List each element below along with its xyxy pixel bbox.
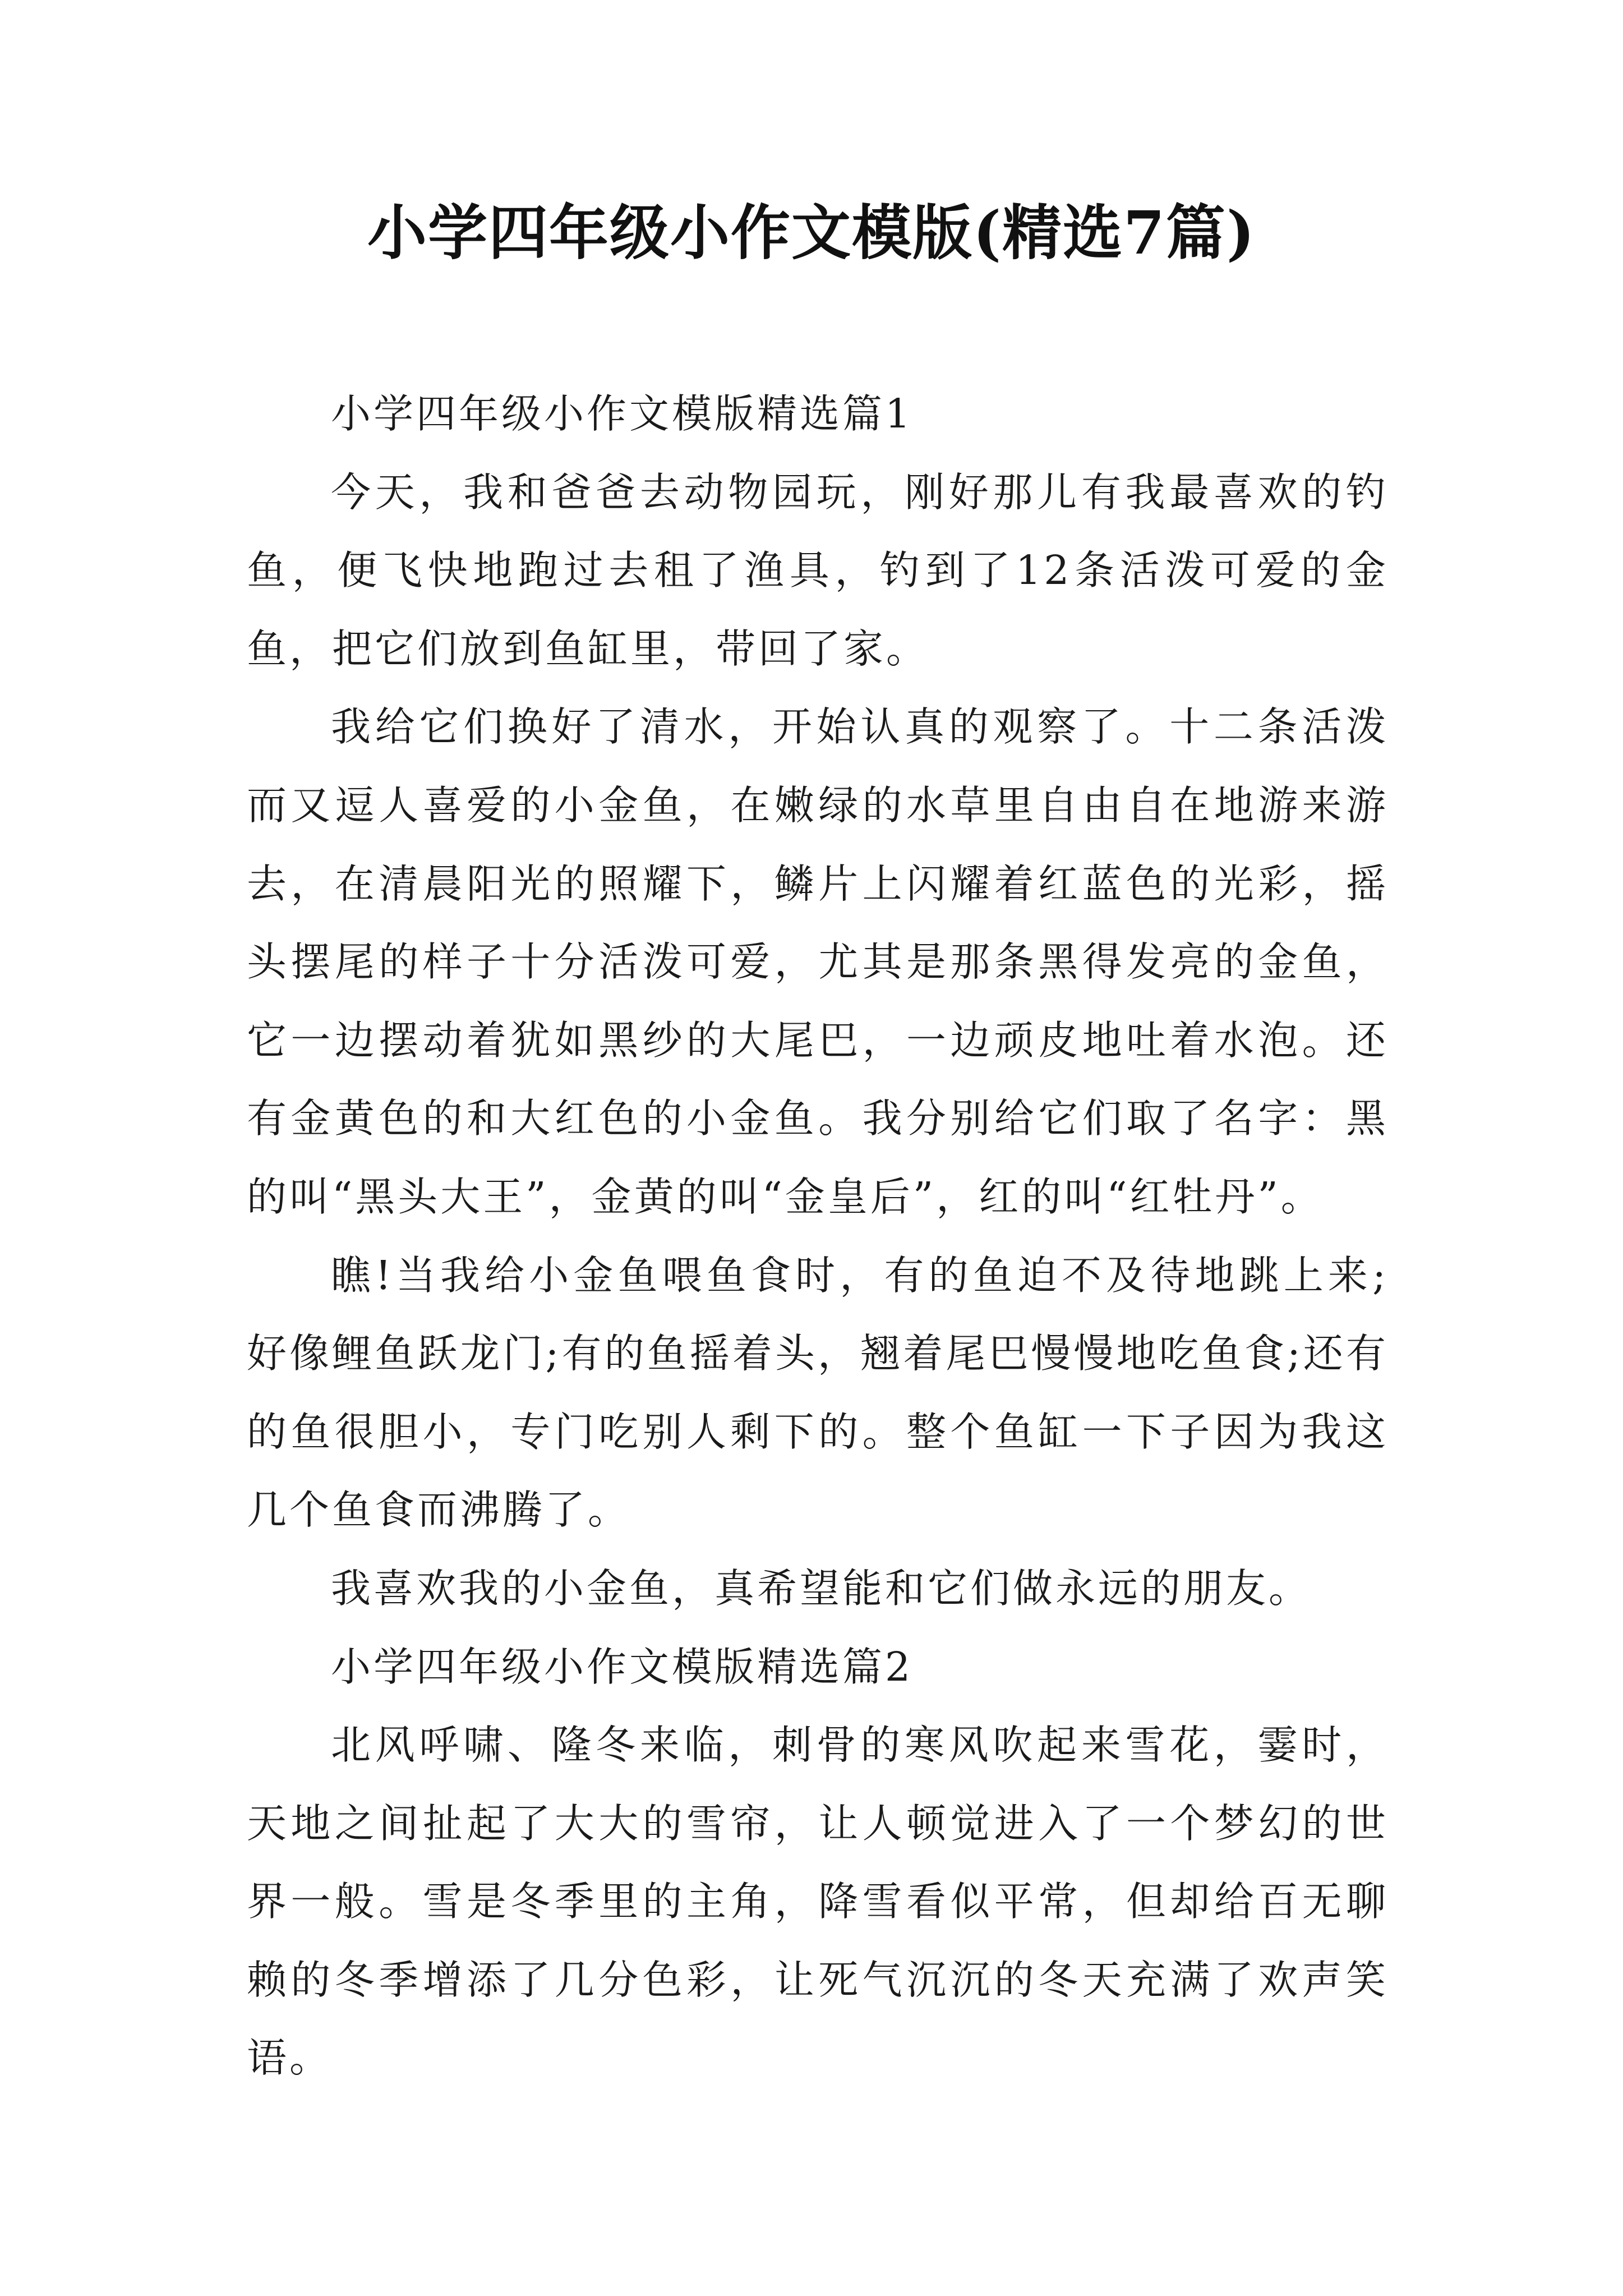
paragraph: 我喜欢我的小金鱼，真希望能和它们做永远的朋友。 <box>331 1565 1312 1612</box>
paragraph: 瞧!当我给小金鱼喂鱼食时，有的鱼迫不及待地跳上来;好像鲤鱼跃龙门;有的鱼摇着头，翘着尾巴慢慢地吃鱼食;还有的鱼很胆小，专门吃别人剩下的。整个鱼缸一下子因为我这几个鱼食而沸腾了。 <box>247 1251 1389 1534</box>
paragraph: 今天，我和爸爸去动物园玩，刚好那儿有我最喜欢的钓鱼，便飞快地跑过去租了渔具，钓到了12条活泼可爱的金鱼，把它们放到鱼缸里，带回了家。 <box>247 468 1389 672</box>
document-body <box>247 375 1389 2097</box>
paragraph: 我给它们换好了清水，开始认真的观察了。十二条活泼而又逗人喜爱的小金鱼，在嫩绿的水草里自由自在地游来游去，在清晨阳光的照耀下，鳞片上闪耀着红蓝色的光彩，摇头摆尾的样子十分活泼可爱，尤其是那条黑得发亮的金鱼，它一边摆动着犹如黑纱的大尾巴，一边顽皮地吐着水泡。还有金黄色的和大红色的小金鱼。我分别给它们取了名字：黑的叫“黑头大王”，金黄的叫“金皇后”，红的叫“红牡丹”。 <box>247 703 1389 1220</box>
document-title: 小学四年级小作文模版(精选7篇) <box>367 197 1256 268</box>
paragraph: 北风呼啸、隆冬来临，刺骨的寒风吹起来雪花，霎时，天地之间扯起了大大的雪帘，让人顿觉进入了一个梦幻的世界一般。雪是冬季里的主角，降雪看似平常，但却给百无聊赖的冬季增添了几分色彩，让死气沉沉的冬天充满了欢声笑语。 <box>247 1722 1389 2082</box>
section-heading: 小学四年级小作文模版精选篇2 <box>331 1643 914 1690</box>
section-heading: 小学四年级小作文模版精选篇1 <box>331 390 914 437</box>
